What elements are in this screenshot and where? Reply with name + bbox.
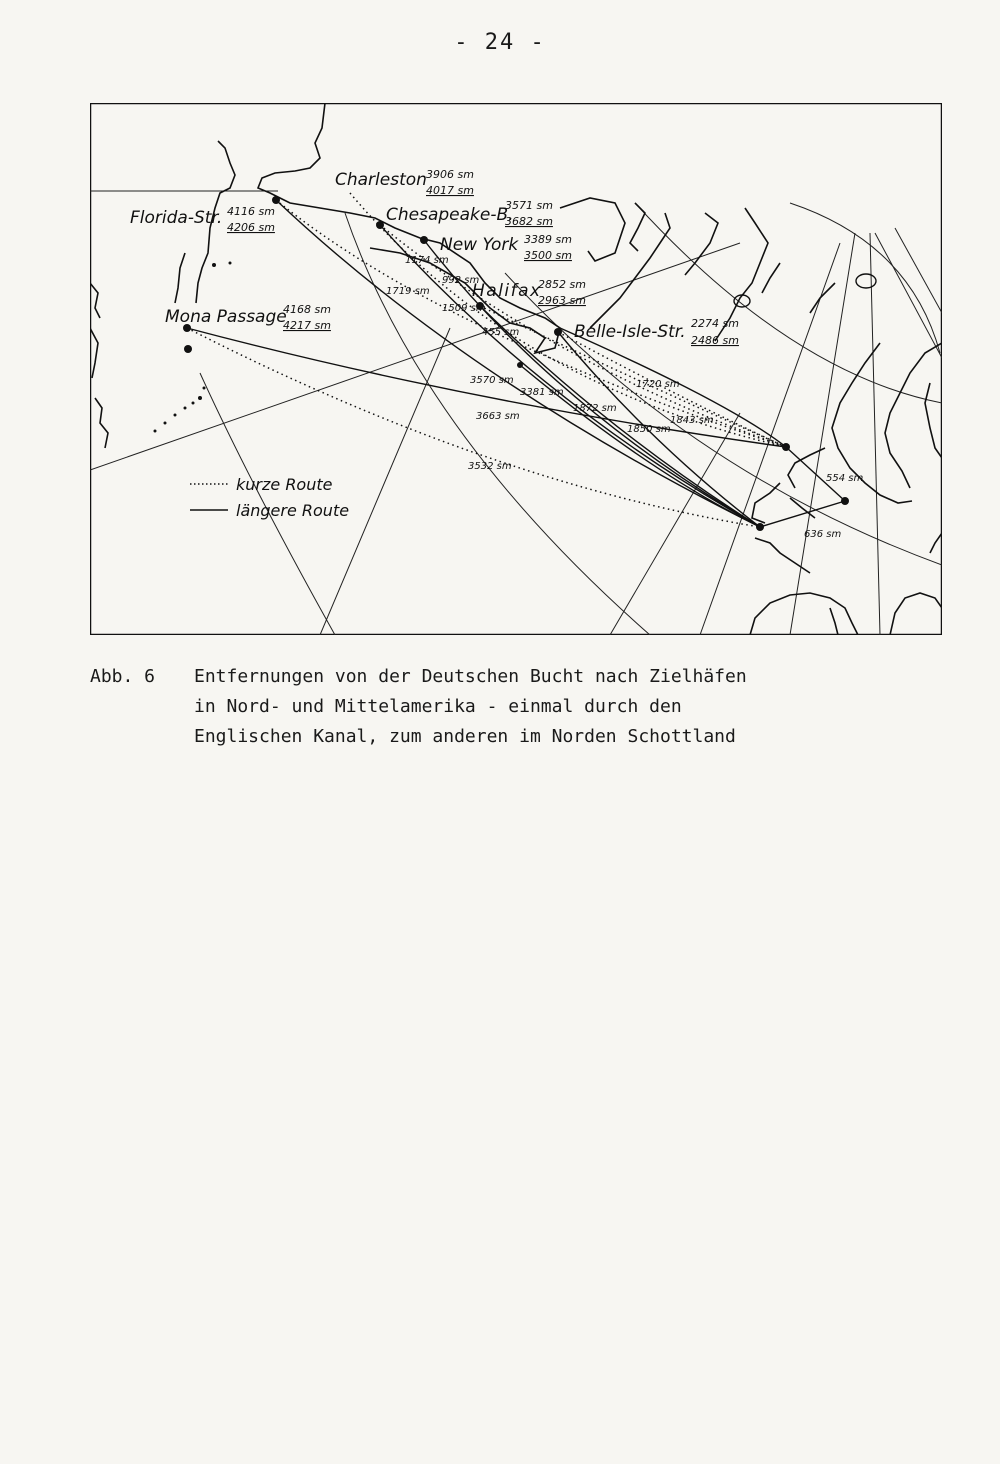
label-florida-long: 4206 sm xyxy=(227,221,275,234)
label-halifax: Halifax xyxy=(472,281,542,301)
seg-3570: 3570 sm xyxy=(470,375,514,386)
map-frame xyxy=(91,104,942,635)
label-florida-short: 4116 sm xyxy=(227,205,275,218)
marker-deutsche-bucht xyxy=(841,497,849,505)
label-chesapeake: Chesapeake-B. xyxy=(386,205,514,225)
seg-455: 455 sm xyxy=(482,327,520,338)
seg-1850: 1850 sm xyxy=(627,424,671,435)
seg-554: 554 sm xyxy=(826,473,864,484)
label-belleisle-short: 2274 sm xyxy=(691,317,739,330)
seg-1872: 1872 sm xyxy=(573,403,617,414)
caption-label: Abb. 6 xyxy=(90,666,156,687)
seg-1509: 1509 sm xyxy=(442,303,486,314)
marker-pentland xyxy=(782,443,790,451)
seg-3381: 3381 sm xyxy=(520,387,564,398)
label-chesapeake-short: 3571 sm xyxy=(505,199,553,212)
label-chesapeake-long: 3682 sm xyxy=(505,215,553,228)
seg-3532: 3532 sm xyxy=(468,461,512,472)
seg-1174: 1174 sm xyxy=(405,255,449,266)
marker-belleisle xyxy=(554,328,562,336)
caption-line-2: in Nord- und Mittelamerika - einmal durch den xyxy=(194,696,682,717)
seg-636: 636 sm xyxy=(804,529,842,540)
marker-waypoint-south xyxy=(517,362,523,368)
label-florida: Florida-Str. xyxy=(130,208,223,228)
label-charleston: Charleston xyxy=(335,170,427,190)
page-number: - 24 - xyxy=(454,30,546,55)
label-newyork: New York xyxy=(440,235,519,255)
marker-chesapeake xyxy=(376,221,384,229)
seg-992: 992 sm xyxy=(442,275,480,286)
label-newyork-short: 3389 sm xyxy=(524,233,572,246)
label-halifax-short: 2852 sm xyxy=(538,278,586,291)
label-mona-long: 4217 sm xyxy=(283,319,331,332)
label-mona: Mona Passage xyxy=(165,307,287,327)
route-map xyxy=(90,103,942,635)
label-belleisle-long: 2486 sm xyxy=(691,334,739,347)
legend-long-label: längere Route xyxy=(236,501,350,520)
seg-1843: 1843 sm xyxy=(670,415,714,426)
seg-3663: 3663 sm xyxy=(476,411,520,422)
label-charleston-long: 4017 sm xyxy=(426,184,474,197)
label-newyork-long: 3500 sm xyxy=(524,249,572,262)
legend-short-label: kurze Route xyxy=(236,475,333,494)
marker-channel xyxy=(756,523,764,531)
label-mona-short: 4168 sm xyxy=(283,303,331,316)
marker-charleston xyxy=(272,196,280,204)
label-charleston-short: 3906 sm xyxy=(426,168,474,181)
marker-newyork xyxy=(420,236,428,244)
seg-1720: 1720 sm xyxy=(636,379,680,390)
caption-line-3: Englischen Kanal, zum anderen im Norden Schottland xyxy=(194,726,736,747)
label-halifax-long: 2963 sm xyxy=(538,294,586,307)
seg-1719: 1719 sm xyxy=(386,286,430,297)
caption-text xyxy=(194,662,884,752)
label-belleisle: Belle-Isle-Str. xyxy=(574,322,686,342)
caption-line-1: Entfernungen von der Deutschen Bucht nach Zielhäfen xyxy=(194,666,747,687)
route-map-svg xyxy=(90,103,942,635)
